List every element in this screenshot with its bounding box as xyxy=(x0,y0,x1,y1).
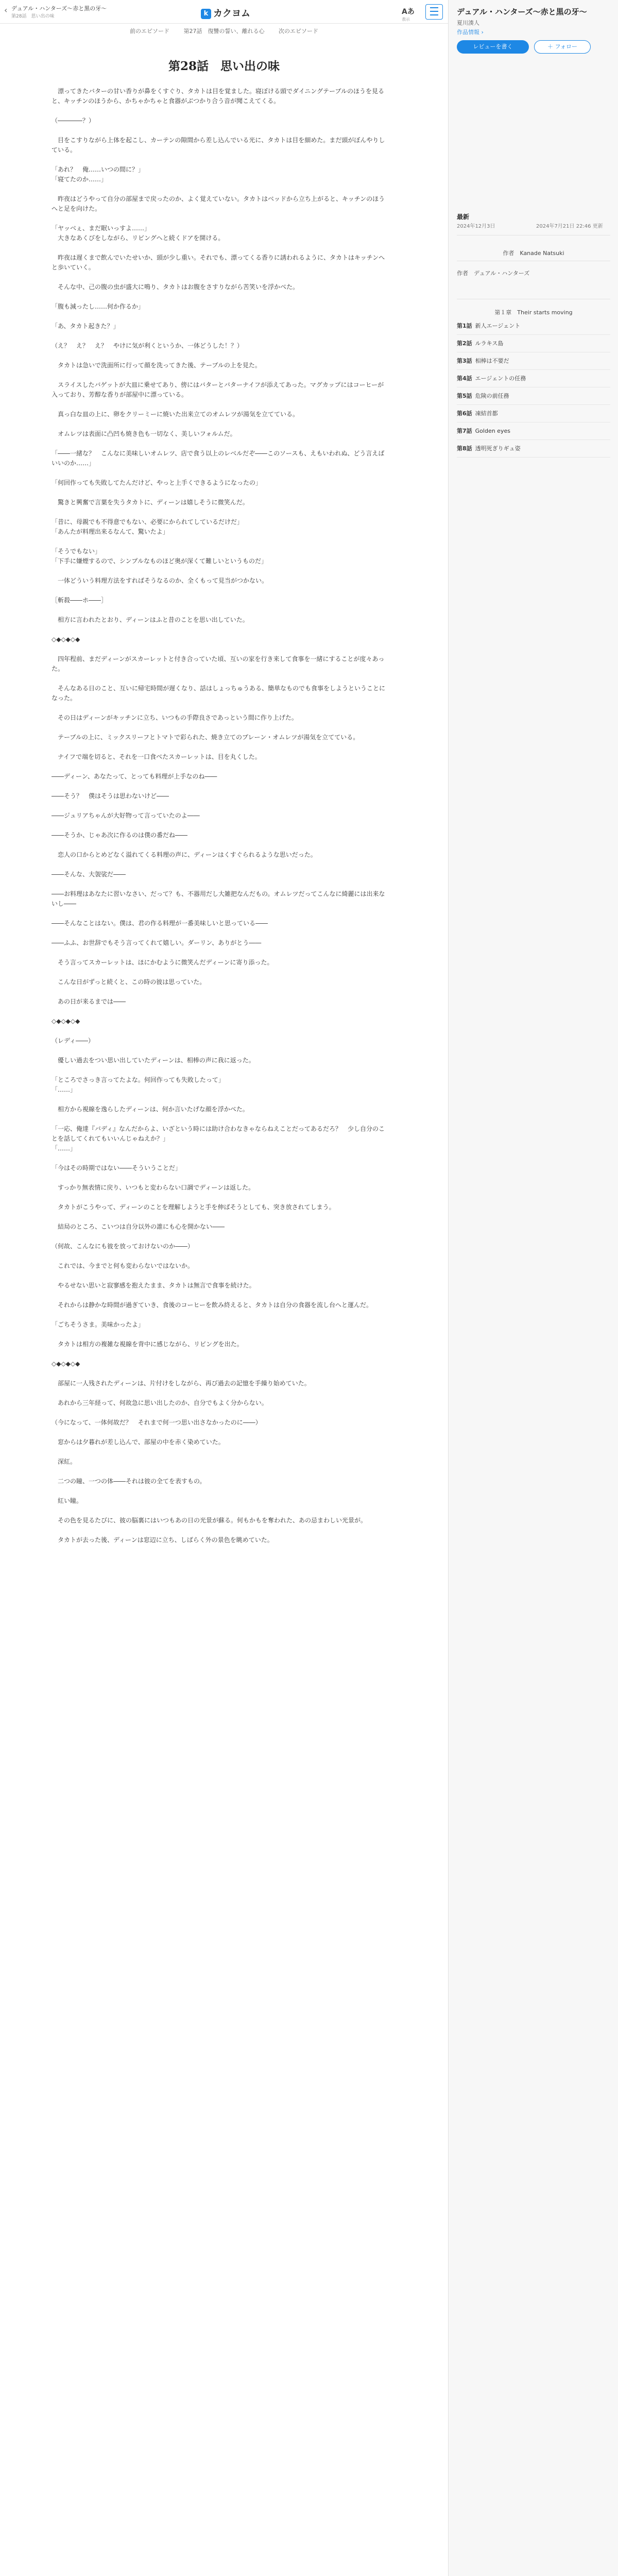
body-paragraph: 「そうでもない」 「下手に嫌煙するので、シンプルなものほど奥が深くて難しいというものだ」 xyxy=(52,548,267,565)
episode-title: 透明死ぎりギュ姿 xyxy=(475,445,521,452)
body-paragraph: あの日が来るまでは―― xyxy=(52,998,126,1005)
next-episode-link[interactable]: 次のエピソード xyxy=(279,28,318,35)
episode-list-item[interactable] xyxy=(457,440,610,457)
body-paragraph: オムレツは表面に凸凹も焼き色も一切なく、美しいフォルムだ。 xyxy=(52,430,236,437)
header-episode-info: 第28話 思い出の味 xyxy=(11,14,55,19)
body-paragraph: ◇◆◇◆◇◆ xyxy=(52,1360,80,1367)
episode-list-item[interactable] xyxy=(457,422,610,440)
body-paragraph: 優しい過去をつい思い出していたディーンは、相棒の声に我に返った。 xyxy=(52,1057,255,1064)
body-paragraph: ◇◆◇◆◇◆ xyxy=(52,1018,80,1025)
body-paragraph: タカトは相方の複雑な視線を背中に感じながら、リビングを出た。 xyxy=(52,1341,243,1348)
section-heading: 第１章 Their starts moving xyxy=(494,309,573,316)
body-paragraph: 目をこすりながら上体を起こし、カーテンの隙間から差し込んでいる光に、タカトは目を細めた。まだ頭がぼんやりしている。 xyxy=(52,137,385,154)
body-paragraph: ――そうか、じゃあ次に作るのは僕の番だね―― xyxy=(52,832,188,839)
body-paragraph: やるせない思いと寂寥感を抱えたまま、タカトは無言で食事を続けた。 xyxy=(52,1282,255,1289)
sidebar-author-row[interactable]: 作者 Kanade Natsuki xyxy=(503,250,564,257)
body-paragraph: ――ふふ、お世辞でもそう言ってくれて嬉しい。ダーリン、ありがとう―― xyxy=(52,939,262,946)
episode-number: 第8話 xyxy=(457,445,472,452)
episode-list-item[interactable] xyxy=(457,335,610,352)
body-paragraph: 「一応、俺達『バディ』なんだからよ、いざという時には助け合わなきゃならねえことだってあるだろ？ 少し自分のことを話してくれてもいいんじゃねえか？」 「……」 xyxy=(52,1125,385,1152)
body-paragraph: （え？ え？ え？ やけに気が利くというか、一体どうした！？） xyxy=(52,342,244,349)
sidebar-author[interactable]: 夏川湊人 xyxy=(457,20,479,26)
body-paragraph: ――そんなことはない。僕は、君の作る料理が一番美味しいと思っている―― xyxy=(52,920,268,927)
body-paragraph: 「あれ？ 俺……いつの間に？」 「寝てたのか……」 xyxy=(52,166,145,183)
body-paragraph: これでは、今までと何も変わらないではないか。 xyxy=(52,1262,194,1269)
body-paragraph: こんな日がずっと続くと、この時の彼は思っていた。 xyxy=(52,978,206,986)
body-paragraph: あれから三年経って、何故急に思い出したのか、自分でもよく分からない。 xyxy=(52,1399,268,1406)
latest-updated: 2024年7月21日 22:46 更新 xyxy=(536,224,603,229)
body-paragraph: （何故、こんなにも彼を放っておけないのか――） xyxy=(52,1243,194,1250)
header-work-title[interactable]: デュアル・ハンターズ〜赤と黒の牙〜 xyxy=(11,5,107,12)
latest-date: 2024年12月3日 xyxy=(457,224,495,229)
episode-title: ルラキス島 xyxy=(475,340,504,347)
body-paragraph: （――――？） xyxy=(52,117,95,124)
body-paragraph: 二つの瞳、一つの体――それは彼の全てを表すもの。 xyxy=(52,1478,206,1485)
body-paragraph: 「今はその時期ではない――そういうことだ」 xyxy=(52,1164,182,1172)
episode-title: 凍結首都 xyxy=(475,410,498,417)
font-settings-button[interactable]: Aあ 表示 xyxy=(402,8,415,22)
latest-label: 最新 xyxy=(457,213,470,221)
body-paragraph: 「ところでさっき言ってたよな。何回作っても失敗したって」 「……」 xyxy=(52,1076,225,1093)
body-paragraph: それからは静かな時間が過ぎていき、食後のコーヒーを飲み終えると、タカトは自分の食器を流し台へと運んだ。 xyxy=(52,1301,373,1309)
body-paragraph: スライスしたバゲットが大皿に乗せてあり、傍にはバターとバターナイフが添えてあった。マグカップにはコーヒーが入っており、芳醇な香りが部屋中に漂っている。 xyxy=(52,381,384,398)
episode-list-item[interactable] xyxy=(457,405,610,422)
body-paragraph: ［斬殺――ホ――］ xyxy=(52,597,108,604)
episode-number: 第3話 xyxy=(457,358,472,364)
body-paragraph: 四年程前、まだディーンがスカーレットと付き合っていた頃、互いの家を行き来して食事を一緒にすることが度々あった。 xyxy=(52,655,385,672)
body-paragraph: タカトがこうやって、ディーンのことを理解しようと手を伸ばそうとしても、突き放されてしまう。 xyxy=(52,1204,335,1211)
top-header xyxy=(0,0,448,24)
body-paragraph: テーブルの上に、ミックスリーフとトマトで彩られた、焼き立てのプレーン・オムレツが湯気を立てている。 xyxy=(52,734,359,741)
body-paragraph: そんなある日のこと、互いに帰宅時間が遅くなり、話はしょっちゅうある、簡単なものでも食事をしようということになった。 xyxy=(52,685,386,702)
episode-title: 新人エージェント xyxy=(475,323,521,329)
episode-number: 第5話 xyxy=(457,393,472,399)
body-paragraph: その色を見るたびに、彼の脳裏にはいつもあの日の光景が蘇る。何もかもを奪われた、あの忌まわしい光景が。 xyxy=(52,1517,367,1524)
body-paragraph: 「何回作っても失敗してたんだけど、やっと上手くできるようになったの」 xyxy=(52,479,262,486)
body-paragraph: そんな中、己の腹の虫が盛大に鳴り、タカトはお腹をさすりながら苦笑いを浮かべた。 xyxy=(52,283,299,291)
body-paragraph: 一体どういう料理方法をすればそうなるのか、全くもって見当がつかない。 xyxy=(52,577,268,584)
body-paragraph: ――そんな、大袈裟だ―― xyxy=(52,871,126,878)
episode-list-item[interactable] xyxy=(457,352,610,370)
body-paragraph: すっかり無表情に戻り、いつもと変わらない口調でディーンは返した。 xyxy=(52,1184,255,1191)
sidebar-work-title[interactable]: デュアル・ハンターズ〜赤と黒の牙〜 xyxy=(457,7,587,16)
prev-episode-link[interactable]: 前のエピソード xyxy=(130,28,169,35)
write-review-button[interactable]: レビューを書く xyxy=(457,40,529,54)
body-paragraph: 「ごちそうさま。美味かったよ」 xyxy=(52,1321,145,1328)
back-arrow-icon[interactable]: ‹ xyxy=(4,5,8,15)
body-paragraph: 「あ、タカト起きた？」 xyxy=(52,323,119,330)
current-episode-label: 第27話 復讐の誓い、離れる心 xyxy=(183,28,265,35)
episode-number: 第7話 xyxy=(457,428,472,434)
body-paragraph: 「昔に、母親でも不得意でもない、必要にかられてしているだけだ」 「あんたが料理出来るなんて、驚いたよ」 xyxy=(52,518,244,535)
body-paragraph: 驚きと興奮で言葉を失うタカトに、ディーンは嬉しそうに微笑んだ。 xyxy=(52,499,249,506)
episode-number: 第6話 xyxy=(457,410,472,417)
body-paragraph: ――ディーン、あなたって、とっても料理が上手なのね―― xyxy=(52,773,217,780)
body-paragraph: タカトが去った後、ディーンは窓辺に立ち、しばらく外の景色を眺めていた。 xyxy=(52,1536,273,1544)
sidebar-intro[interactable]: 作者 デュアル・ハンターズ xyxy=(457,270,530,277)
episode-list-item[interactable] xyxy=(457,387,610,405)
episode-list-item[interactable] xyxy=(457,370,610,387)
chapter-title: 第28話 思い出の味 xyxy=(168,59,280,73)
body-paragraph: 「腹も減ったし……何か作るか」 xyxy=(52,303,145,310)
episode-body xyxy=(52,87,386,2576)
body-paragraph: 相方から視線を逸らしたディーンは、何か言いたげな顔を浮かべた。 xyxy=(52,1106,249,1113)
episode-number: 第4話 xyxy=(457,375,472,382)
body-paragraph: 昨夜はどうやって自分の部屋まで戻ったのか、よく覚えていない。タカトはベッドから立ち上がると、キッチンのほうへと足を向けた。 xyxy=(52,195,385,212)
body-paragraph: そう言ってスカーレットは、ほにかむように微笑んだディーンに寄り添った。 xyxy=(52,959,273,966)
body-paragraph: （レディ――） xyxy=(52,1037,95,1044)
body-paragraph: タカトは急いで洗面所に行って顔を洗ってきた後、テーブルの上を見た。 xyxy=(52,362,261,369)
body-paragraph: ――そう？ 僕はそうは思わないけど―― xyxy=(52,792,169,800)
body-paragraph: 紅い瞳。 xyxy=(52,1497,83,1504)
body-paragraph: （今になって、一体何故だ？ それまで何一つ思い出さなかったのに――） xyxy=(52,1419,262,1426)
menu-icon[interactable] xyxy=(425,4,443,20)
sidebar xyxy=(448,0,618,2576)
episode-title: 相棒は不要だ xyxy=(475,358,509,364)
episode-nav xyxy=(0,27,448,37)
body-paragraph: 相方に言われたとおり、ディーンはふと昔のことを思い出していた。 xyxy=(52,616,249,623)
body-paragraph: その日はディーンがキッチンに立ち、いつもの手際良さであっという間に作り上げた。 xyxy=(52,714,298,721)
body-paragraph: 部屋に一人残されたディーンは、片付けをしながら、再び過去の記憶を手繰り始めていた。 xyxy=(52,1380,311,1387)
episode-title: エージェントの任務 xyxy=(475,375,526,382)
follow-button[interactable]: ＋ フォロー xyxy=(534,40,591,54)
body-paragraph: 昨夜は遅くまで飲んでいたせいか、頭が少し重い。それでも、漂ってくる香りに誘われるように、タカトはキッチンへと歩いていく。 xyxy=(52,254,385,271)
body-paragraph: 恋人の口からとめどなく溢れてくる料理の声に、ディーンはくすぐられるような思いだった。 xyxy=(52,851,317,858)
episode-title: Golden eyes xyxy=(475,428,510,434)
body-paragraph: 「ヤッベぇ、まだ眠いっすよ……」 大きなあくびをしながら、リビングへと続くドアを開ける。 xyxy=(52,225,225,242)
body-paragraph: 結局のところ、こいつは自分以外の誰にも心を開かない―― xyxy=(52,1223,225,1230)
episode-number: 第1話 xyxy=(457,323,472,329)
body-paragraph: 窓からは夕暮れが差し込んで、部屋の中を赤く染めていた。 xyxy=(52,1438,225,1446)
body-paragraph: ――ジュリアちゃんが大好物って言っていたのよ―― xyxy=(52,812,200,819)
episode-list-item[interactable] xyxy=(457,317,610,335)
body-paragraph: ◇◆◇◆◇◆ xyxy=(52,636,80,643)
logo-icon: k xyxy=(201,9,211,19)
body-paragraph: 深紅。 xyxy=(52,1458,77,1465)
body-paragraph: ――お料理はあなたに習いなさい、だって？も、不器用だし大雑把なんだもの。オムレツだってこんなに綺麗には出来ないし―― xyxy=(52,890,385,907)
episode-number: 第2話 xyxy=(457,340,472,347)
body-paragraph: 「――一緒な？ こんなに美味しいオムレツ、店で食う以上のレベルだぞ――このソースも、えもいわれぬ、どう言えばいいのか……」 xyxy=(52,450,385,467)
site-logo[interactable]: k カクヨム xyxy=(201,6,250,20)
body-paragraph: 真っ白な皿の上に、卵をクリーミーに焼いた出来立てのオムレツが湯気を立てている。 xyxy=(52,411,299,418)
episode-title: 危険の前任務 xyxy=(475,393,509,399)
body-paragraph: 漂ってきたバターの甘い香りが鼻をくすぐり、タカトは目を覚ました。寝ぼける頭でダイニングテーブルのほうを見ると、キッチンのほうから、かちゃかちゃと食器がぶつかり合う音が聞こえてくる。 xyxy=(52,88,384,105)
body-paragraph: ナイフで端を切ると、それを一口食べたスカーレットは、目を丸くした。 xyxy=(52,753,261,760)
work-info-link[interactable]: 作品情報 › xyxy=(457,29,484,36)
